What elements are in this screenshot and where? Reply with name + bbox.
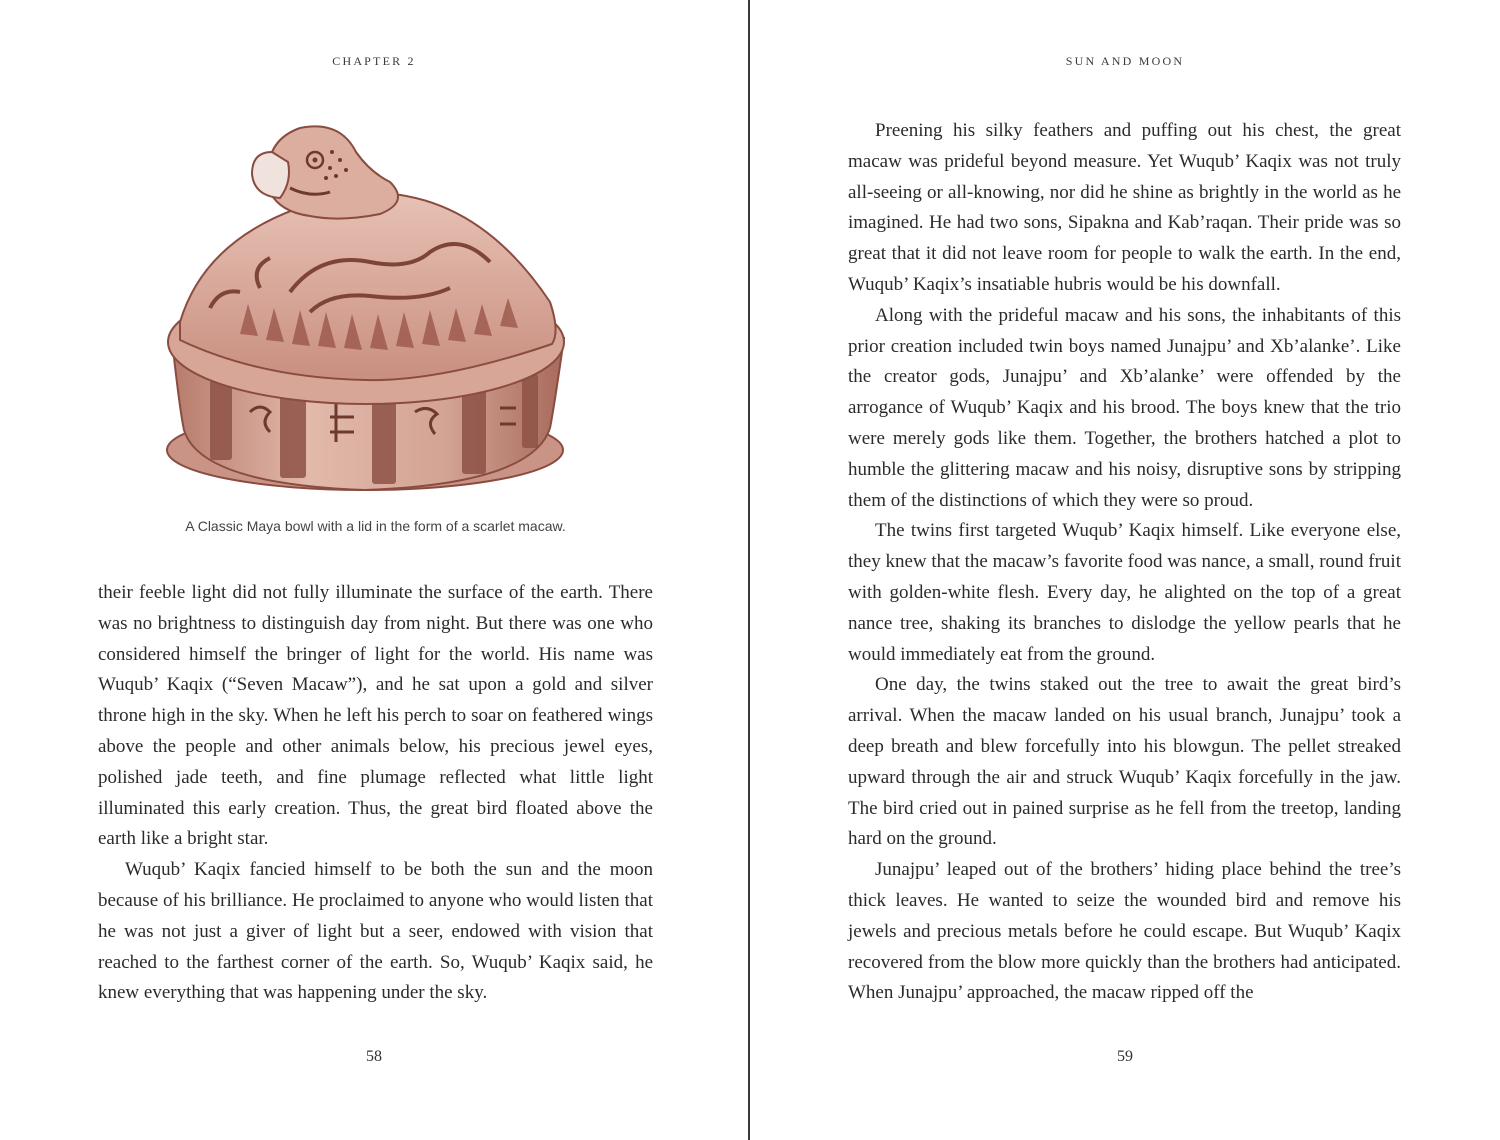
running-head-right: SUN AND MOON: [1065, 54, 1185, 68]
paragraph: Junajpu’ leaped out of the brothers’ hiding place behind the tree’s thick leaves. He wanted to seize the wounded bird and remove his jewels and precious metals before he could escape. But Wuqub’ Kaqix recovered from the blow more quickly than the brothers had anticipated. When Junajpu’ approached, the macaw ripped off the: [848, 859, 1401, 1004]
paragraph: Wuqub’ Kaqix fancied himself to be both the sun and the moon because of his brilliance. He proclaimed to anyone who would listen that he was not just a giver of light but a seer, endowed with vision that reached to the farthest corner of the earth. So, Wuqub’ Kaqix said, he knew everything that was happening under the sky.: [98, 859, 653, 1004]
paragraph: One day, the twins staked out the tree to await the great bird’s arrival. When the macaw landed on his usual branch, Junajpu’ took a deep breath and blew forcefully into his blowgun. The pellet streaked upward through the air and struck Wuqub’ Kaqix forcefully in the jaw. The bird cried out in pained surprise as he fell from the treetop, landing hard on the ground.: [848, 674, 1401, 850]
page-number-right: 59: [1117, 1048, 1133, 1065]
paragraph: Preening his silky feathers and puffing out his chest, the great macaw was prideful beyond measure. Yet Wuqub’ Kaqix was not truly all-seeing or all-knowing, nor did he shine as brightly in the world as he imagined. He had two sons, Sipakna and Kab’raqan. Their pride was so great that it did not leave room for people to walk the earth. In the end, Wuqub’ Kaqix’s insatiable hubris would be his downfall.: [848, 120, 1401, 295]
paragraph: Along with the prideful macaw and his sons, the inhabitants of this prior creation included twin boys named Junajpu’ and Xb’alanke’. Like the creator gods, Junajpu’ and Xb’alanke’ were offended by the arrogance of Wuqub’ Kaqix and his brood. The boys knew that the trio were merely gods like them. Together, the brothers hatched a plot to humble the glittering macaw and his noisy, disruptive sons by stripping them of the distinctions of which they were so proud.: [848, 304, 1401, 511]
running-head-left: CHAPTER 2: [332, 54, 416, 68]
left-page: [0, 0, 748, 1140]
page-number-left: 58: [366, 1048, 382, 1065]
paragraph: The twins first targeted Wuqub’ Kaqix himself. Like everyone else, they knew that the macaw’s favorite food was nance, a small, round fruit with golden-white flesh. Every day, he alighted on the top of a great nance tree, shaking its branches to dislodge the yellow pearls that he would immediately eat from the ground.: [848, 520, 1401, 665]
macaw-bowl-illustration: [140, 112, 600, 512]
right-page: [750, 0, 1500, 1140]
figure-caption: A Classic Maya bowl with a lid in the form of a scarlet macaw.: [185, 518, 566, 534]
right-body-text: [848, 116, 1401, 1009]
left-body-text: [98, 578, 653, 1009]
paragraph: their feeble light did not fully illuminate the surface of the earth. There was no brightness to distinguish day from night. But there was one who considered himself the bringer of light for the world. His name was Wuqub’ Kaqix (“Seven Macaw”), and he sat upon a gold and silver throne high in the sky. When he left his perch to soar on feathered wings above the people and other animals below, his precious jewel eyes, polished jade teeth, and fine plumage reflected what little light illuminated this early creation. Thus, the great bird floated above the earth like a bright star.: [98, 582, 653, 850]
